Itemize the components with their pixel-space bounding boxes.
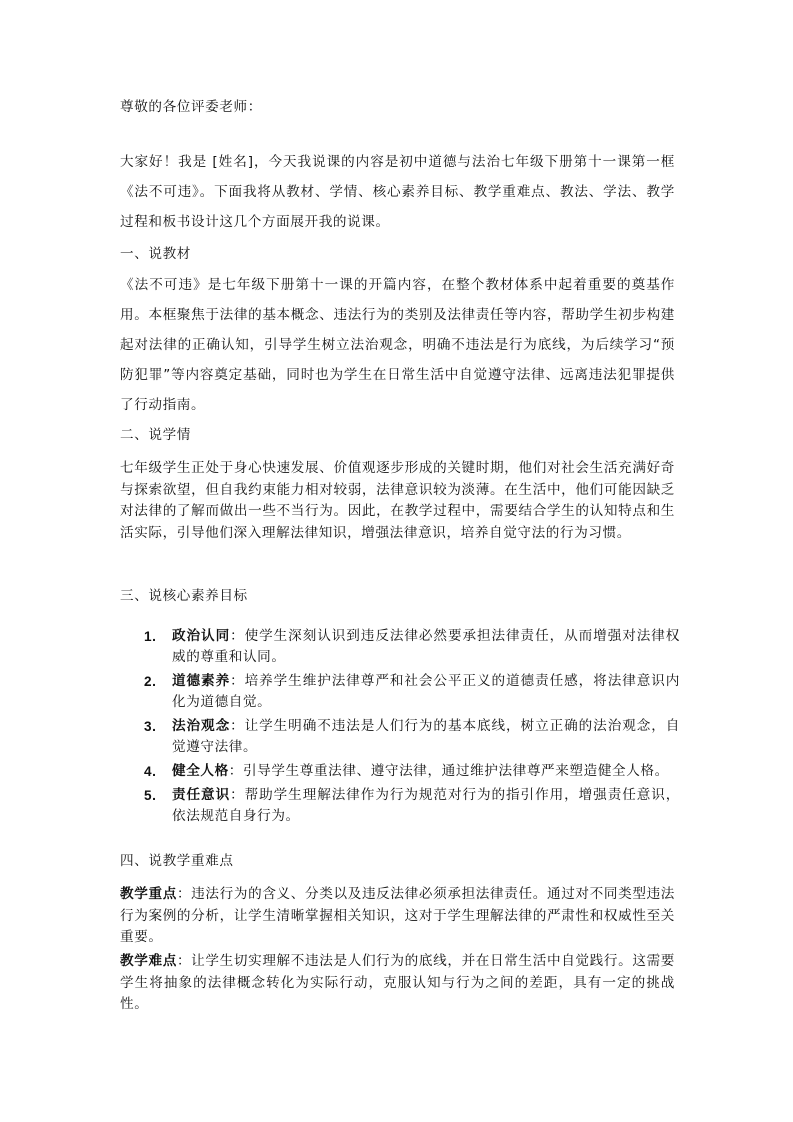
section-heading-key-points: 四、说教学重难点 [120, 853, 234, 869]
goals-list [120, 626, 680, 827]
difficulty-paragraph [120, 951, 675, 1016]
list-number: 5. [144, 788, 157, 803]
list-number: 2. [144, 674, 157, 689]
goal-term: 健全人格 [172, 763, 229, 779]
key-point-text: ：违法行为的含义、分类以及违反法律必须承担法律责任。通过对不同类型违法行为案例的分析，让学生清晰掌握相关知识，这对于学生理解法律的严肃性和权威性至关重要。 [120, 886, 676, 945]
key-point-term: 教学重点 [120, 886, 177, 902]
list-item [120, 761, 680, 782]
list-number: 1. [144, 629, 157, 644]
list-item [120, 626, 680, 668]
section-heading-students: 二、说学情 [120, 427, 191, 443]
goal-text: ：使学生深刻认识到违反法律必然要承担法律责任，从而增强对法律权威的尊重和认同。 [172, 628, 680, 665]
list-item [120, 716, 680, 758]
list-item [120, 785, 680, 827]
goal-term: 法治观念 [172, 718, 231, 734]
list-number: 3. [144, 719, 157, 734]
goal-term: 责任意识 [172, 787, 231, 803]
goal-term: 道德素养 [172, 673, 231, 689]
goal-text: ：让学生明确不违法是人们行为的基本底线，树立正确的法治观念，自觉遵守法律。 [172, 718, 680, 755]
section-body-students: 七年级学生正处于身心快速发展、价值观逐步形成的关键时期，他们对社会生活充满好奇与探索欲望，但自我约束能力相对较弱，法律意识较为淡薄。在生活中，他们可能因缺乏对法律的了解而做出一些不当行为。因此，在教学过程中，需要结合学生的认知特点和生活实际，引导他们深入理解法律知识，增强法律意识，培养自觉守法的行为习惯。 [120, 460, 675, 541]
goal-text: ：引导学生尊重法律、遵守法律，通过维护法律尊严来塑造健全人格。 [228, 763, 669, 779]
section-body-textbook: 《法不可违》是七年级下册第十一课的开篇内容，在整个教材体系中起着重要的奠基作用。本框聚焦于法律的基本概念、违法行为的类别及法律责任等内容，帮助学生初步构建起对法律的正确认知，引导学生树立法治观念，明确不违法是行为底线，为后续学习“预防犯罪”等内容奠定基础，同时也为学生在日常生活中自觉遵守法律、远离违法犯罪提供了行动指南。 [120, 277, 675, 413]
intro-paragraph: 大家好！我是 [姓名]，今天我说课的内容是初中道德与法治七年级下册第十一课第一框《法不可违》。下面我将从教材、学情、核心素养目标、教学重难点、教法、学法、教学过程和板书设计这几个方面展开我的说课。 [120, 154, 675, 230]
list-number: 4. [144, 764, 157, 779]
salutation: 尊敬的各位评委老师： [120, 99, 262, 115]
goal-text: ：帮助学生理解法律作为行为规范对行为的指引作用，增强责任意识，依法规范自身行为。 [172, 787, 680, 824]
difficulty-text: ：让学生切实理解不违法是人们行为的底线，并在日常生活中自觉践行。这需要学生将抽象的法律概念转化为实际行动，克服认知与行为之间的差距，具有一定的挑战性。 [120, 953, 676, 1012]
list-item [120, 671, 680, 713]
section-heading-textbook: 一、说教材 [120, 246, 191, 262]
section-heading-goals: 三、说核心素养目标 [120, 588, 248, 604]
key-point-paragraph [120, 884, 675, 949]
goal-text: ：培养学生维护法律尊严和社会公平正义的道德责任感，将法律意识内化为道德自觉。 [172, 673, 680, 710]
difficulty-term: 教学难点 [120, 953, 177, 969]
goal-term: 政治认同 [172, 628, 231, 644]
